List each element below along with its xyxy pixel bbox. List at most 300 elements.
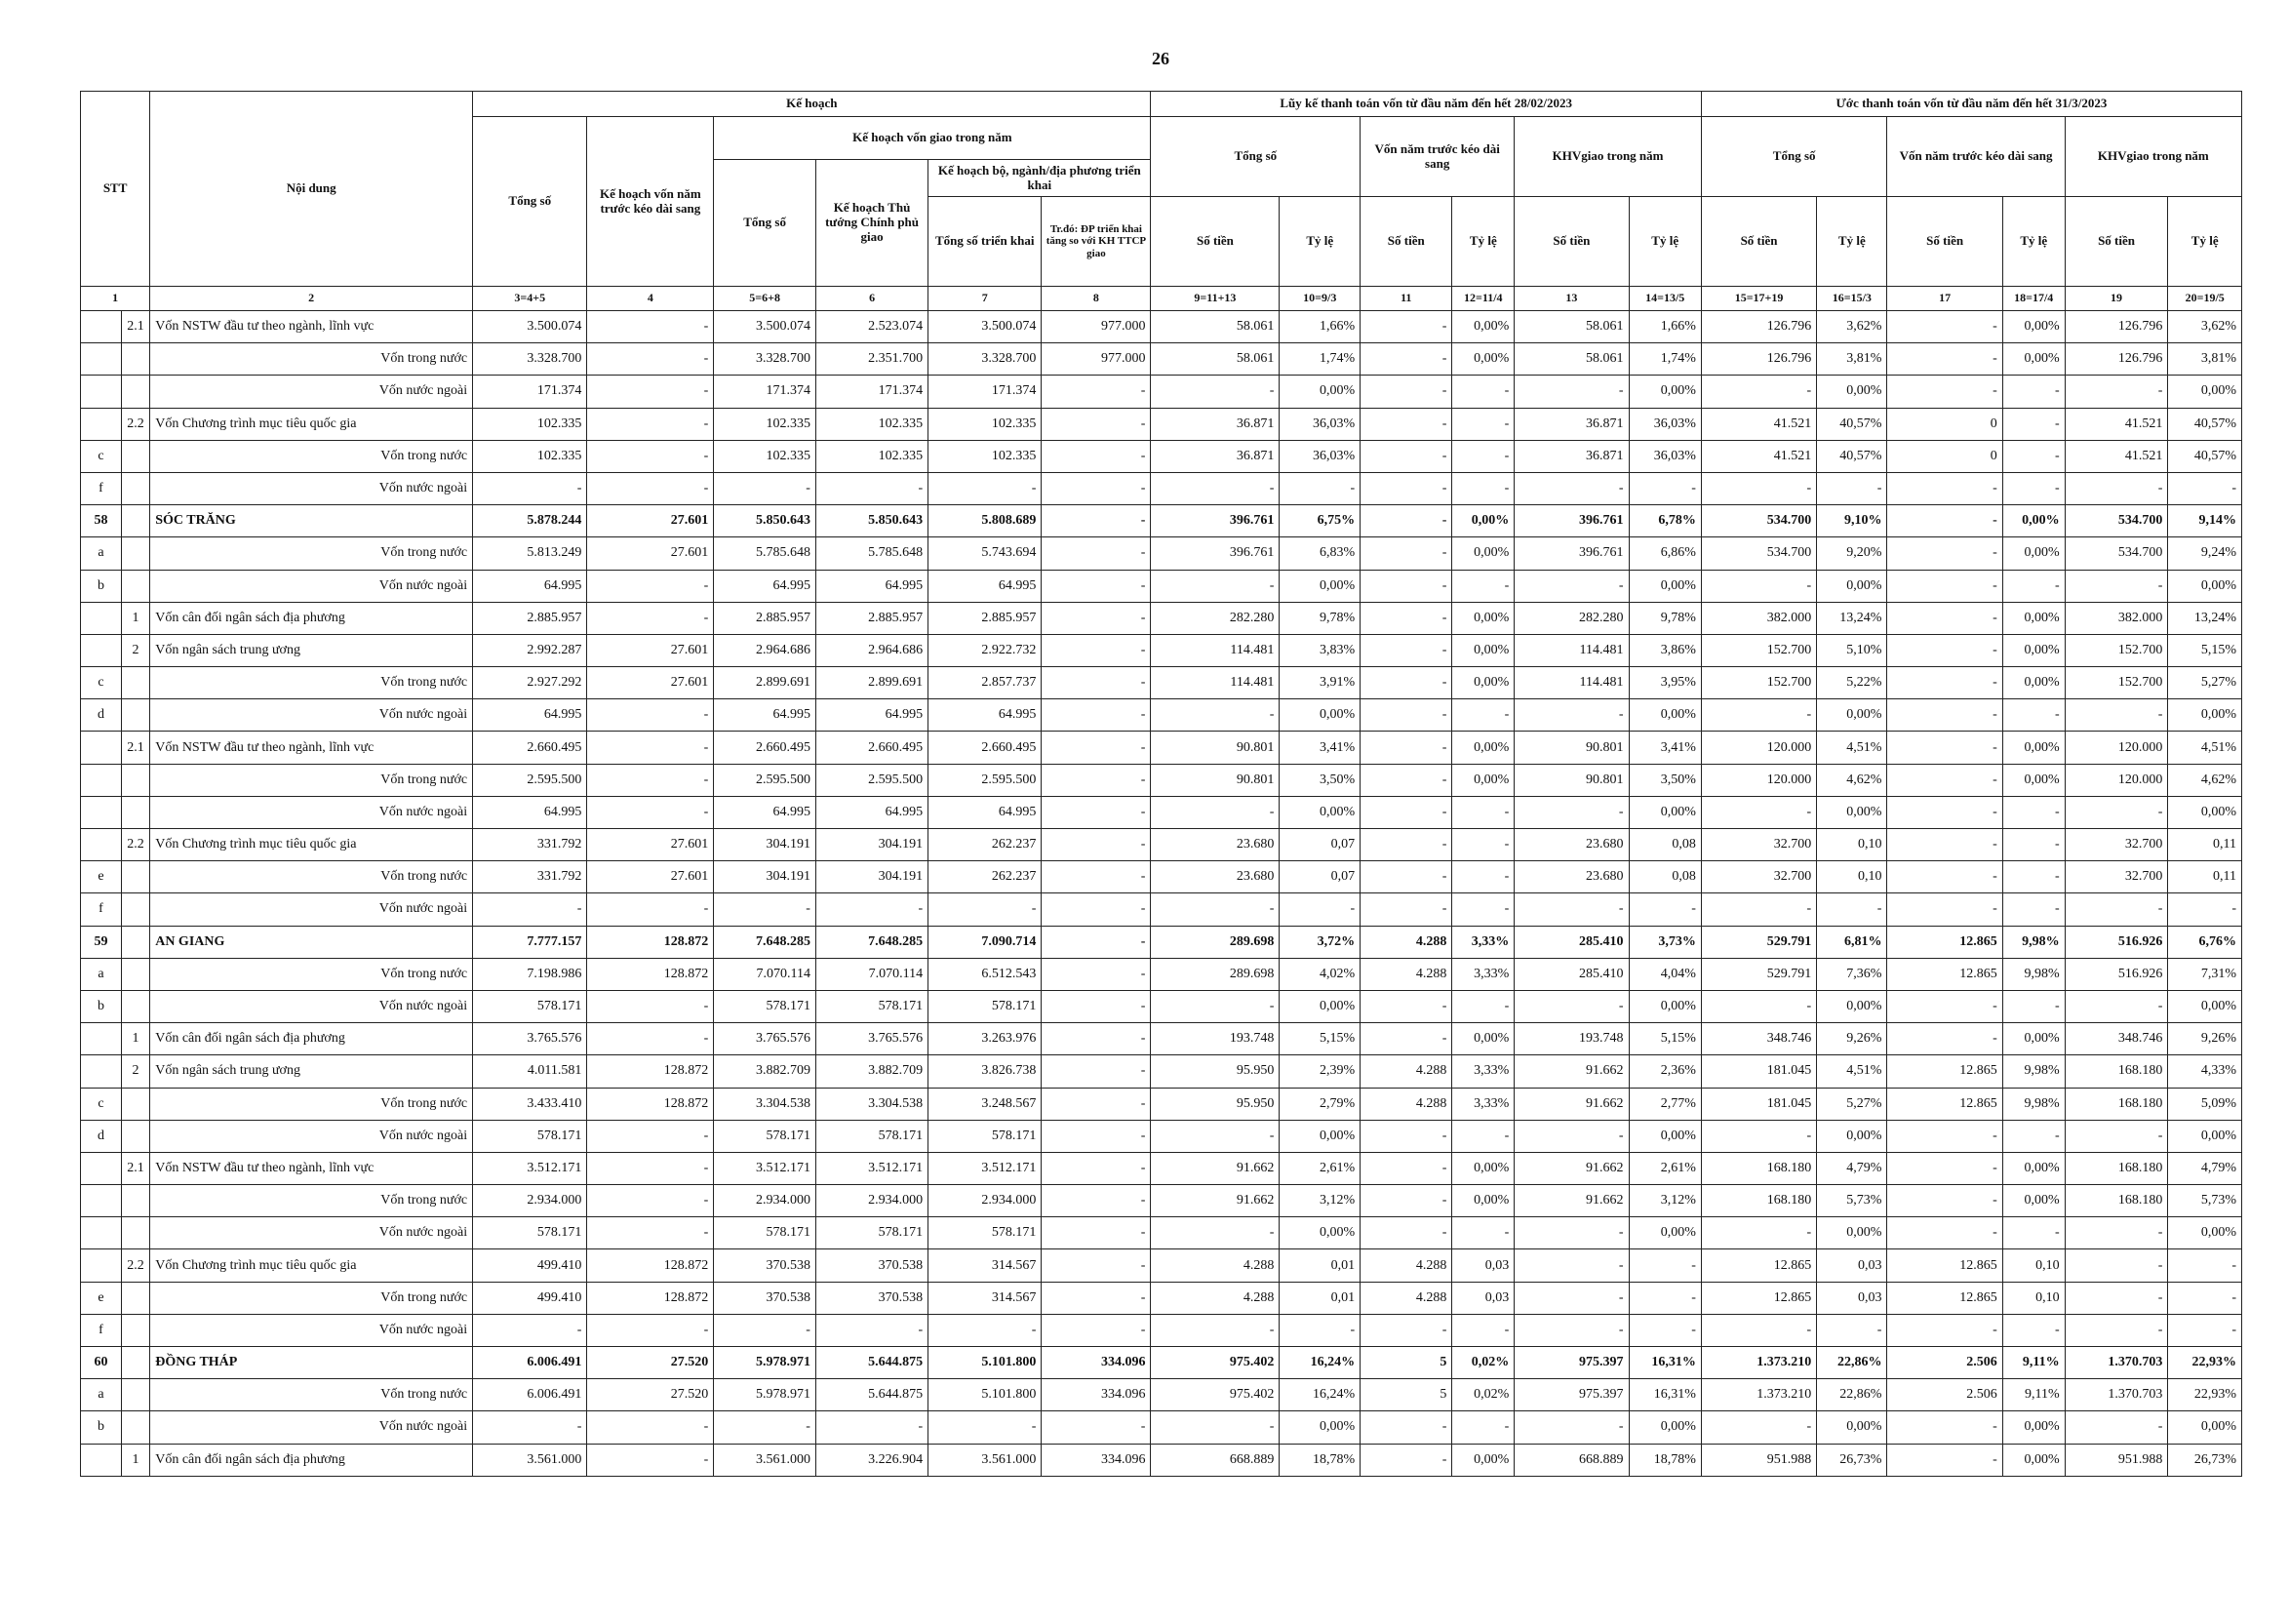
value-cell: 64.995 (473, 570, 587, 602)
value-cell: 5.785.648 (815, 537, 927, 570)
value-cell: 0,00% (1452, 1152, 1515, 1184)
value-cell: - (587, 764, 714, 796)
value-cell: 0,00% (2002, 537, 2065, 570)
value-cell: - (1280, 1314, 1361, 1346)
value-cell: 36,03% (1629, 440, 1701, 472)
value-cell: - (1629, 472, 1701, 504)
header-tong-so-trien-khai: Tổng số triển khai (928, 197, 1042, 287)
value-cell: 64.995 (928, 796, 1042, 828)
value-cell: 2,36% (1629, 1055, 1701, 1088)
value-cell: 0,00% (1817, 1411, 1887, 1444)
value-cell: 36,03% (1280, 408, 1361, 440)
value-cell: 0,08 (1629, 829, 1701, 861)
header-tr-do: Tr.đó: ĐP triển khai tăng so với KH TTCP giao (1042, 197, 1151, 287)
value-cell: 0,00% (2002, 1444, 2065, 1476)
value-cell: - (1361, 1185, 1452, 1217)
table-row (81, 570, 2242, 602)
column-number-cell: 18=17/4 (2002, 287, 2065, 311)
value-cell: - (587, 699, 714, 732)
value-cell: - (1361, 667, 1452, 699)
value-cell: 102.335 (473, 408, 587, 440)
value-cell: 396.761 (1515, 505, 1629, 537)
sub-index-cell (121, 1411, 149, 1444)
sub-index-cell (121, 1088, 149, 1120)
header-kh-tong-so: Tổng số (473, 117, 587, 287)
value-cell: 64.995 (714, 699, 816, 732)
stt-cell: b (81, 570, 122, 602)
header-kh-ttcp: Kế hoạch Thủ tướng Chính phủ giao (815, 160, 927, 287)
header-so-tien: Số tiền (2065, 197, 2168, 287)
value-cell: 3.500.074 (714, 311, 816, 343)
sub-index-cell (121, 699, 149, 732)
value-cell: 975.402 (1151, 1347, 1280, 1379)
content-cell: Vốn NSTW đầu tư theo ngành, lĩnh vực (150, 311, 473, 343)
stt-cell (81, 343, 122, 376)
value-cell: 0,00% (1280, 570, 1361, 602)
value-cell: 3,12% (1629, 1185, 1701, 1217)
value-cell: - (1361, 505, 1452, 537)
value-cell: 16,31% (1629, 1347, 1701, 1379)
value-cell: - (2065, 1411, 2168, 1444)
value-cell: 499.410 (473, 1249, 587, 1282)
value-cell: 22,93% (2168, 1347, 2242, 1379)
value-cell: - (1042, 1055, 1151, 1088)
value-cell: - (1361, 829, 1452, 861)
value-cell: 0,02% (1452, 1347, 1515, 1379)
header-kh-bo-nganh: Kế hoạch bộ, ngành/địa phương triển khai (928, 160, 1151, 197)
value-cell: 2.885.957 (714, 602, 816, 634)
value-cell: - (1361, 440, 1452, 472)
value-cell: 12.865 (1887, 1249, 2002, 1282)
value-cell: - (1887, 861, 2002, 893)
value-cell: 0,00% (1452, 602, 1515, 634)
value-cell: - (1452, 1411, 1515, 1444)
value-cell: - (1887, 537, 2002, 570)
sub-index-cell (121, 667, 149, 699)
table-row (81, 1282, 2242, 1314)
value-cell: 0,03 (1817, 1249, 1887, 1282)
value-cell: 0,00% (1817, 1217, 1887, 1249)
value-cell: - (2002, 699, 2065, 732)
table-row (81, 796, 2242, 828)
value-cell: 102.335 (928, 408, 1042, 440)
value-cell: 0,10 (1817, 829, 1887, 861)
value-cell: - (1042, 472, 1151, 504)
value-cell: 0,00% (2002, 634, 2065, 666)
value-cell: - (1151, 699, 1280, 732)
value-cell: 4,79% (2168, 1152, 2242, 1184)
value-cell: 0,00% (1817, 376, 1887, 408)
value-cell: - (473, 893, 587, 926)
value-cell: 334.096 (1042, 1444, 1151, 1476)
value-cell: 4.288 (1361, 1055, 1452, 1088)
content-cell: Vốn trong nước (150, 1185, 473, 1217)
sub-index-cell (121, 861, 149, 893)
column-number-cell: 14=13/5 (1629, 287, 1701, 311)
value-cell: 0,00% (1280, 990, 1361, 1022)
value-cell: 13,24% (2168, 602, 2242, 634)
value-cell: 0,00% (2168, 1217, 2242, 1249)
value-cell: - (2002, 1314, 2065, 1346)
value-cell: - (1361, 1444, 1452, 1476)
value-cell: 578.171 (815, 990, 927, 1022)
value-cell: - (587, 990, 714, 1022)
value-cell: - (1515, 893, 1629, 926)
value-cell: 4,04% (1629, 958, 1701, 990)
stt-cell: a (81, 537, 122, 570)
header-ty-le: Tỷ lệ (1817, 197, 1887, 287)
value-cell: 499.410 (473, 1282, 587, 1314)
table-row (81, 472, 2242, 504)
value-cell: 5.743.694 (928, 537, 1042, 570)
content-cell: Vốn trong nước (150, 958, 473, 990)
value-cell: 0,02% (1452, 1379, 1515, 1411)
value-cell: 2.595.500 (928, 764, 1042, 796)
value-cell: 114.481 (1151, 667, 1280, 699)
value-cell: 382.000 (1701, 602, 1816, 634)
value-cell: - (1629, 1249, 1701, 1282)
value-cell: - (1701, 796, 1816, 828)
value-cell: 578.171 (714, 990, 816, 1022)
value-cell: 102.335 (473, 440, 587, 472)
value-cell: - (1701, 1120, 1816, 1152)
value-cell: - (1042, 505, 1151, 537)
value-cell: 0,00% (2002, 343, 2065, 376)
value-cell: - (1887, 764, 2002, 796)
value-cell: 0,00% (1452, 1444, 1515, 1476)
value-cell: - (1361, 1217, 1452, 1249)
value-cell: 0,00% (1629, 796, 1701, 828)
value-cell: 126.796 (1701, 343, 1816, 376)
value-cell: 4.288 (1361, 1249, 1452, 1282)
value-cell: - (1361, 376, 1452, 408)
column-number-cell: 15=17+19 (1701, 287, 1816, 311)
value-cell: 9,20% (1817, 537, 1887, 570)
value-cell: - (1452, 861, 1515, 893)
value-cell: 0,00% (1629, 570, 1701, 602)
value-cell: 370.538 (714, 1282, 816, 1314)
value-cell: 90.801 (1151, 764, 1280, 796)
value-cell: 5.978.971 (714, 1379, 816, 1411)
value-cell: 9,26% (1817, 1023, 1887, 1055)
sub-index-cell: 2.1 (121, 1152, 149, 1184)
value-cell: 64.995 (714, 796, 816, 828)
value-cell: - (587, 311, 714, 343)
value-cell: 168.180 (2065, 1088, 2168, 1120)
value-cell: 2.351.700 (815, 343, 927, 376)
header-so-tien: Số tiền (1361, 197, 1452, 287)
value-cell: 4.288 (1151, 1282, 1280, 1314)
value-cell: 285.410 (1515, 958, 1629, 990)
stt-cell (81, 634, 122, 666)
table-row (81, 1379, 2242, 1411)
content-cell: Vốn nước ngoài (150, 1217, 473, 1249)
value-cell: 27.601 (587, 861, 714, 893)
header-kh-von-nam-truoc: Kế hoạch vốn năm trước kéo dài sang (587, 117, 714, 287)
value-cell: 370.538 (815, 1249, 927, 1282)
content-cell: Vốn nước ngoài (150, 893, 473, 926)
value-cell: - (1629, 893, 1701, 926)
value-cell: - (1452, 1314, 1515, 1346)
table-row (81, 1314, 2242, 1346)
value-cell: 382.000 (2065, 602, 2168, 634)
value-cell: 9,11% (2002, 1379, 2065, 1411)
value-cell: 0 (1887, 408, 2002, 440)
value-cell: 18,78% (1280, 1444, 1361, 1476)
value-cell: - (1515, 472, 1629, 504)
value-cell: 0,08 (1629, 861, 1701, 893)
value-cell: 27.520 (587, 1347, 714, 1379)
value-cell: 1.370.703 (2065, 1347, 2168, 1379)
value-cell: - (1701, 376, 1816, 408)
value-cell: 0,00% (1452, 1023, 1515, 1055)
value-cell: 3.304.538 (815, 1088, 927, 1120)
value-cell: - (1151, 893, 1280, 926)
value-cell: - (1361, 796, 1452, 828)
value-cell: - (587, 343, 714, 376)
value-cell: 2,79% (1280, 1088, 1361, 1120)
value-cell: 2.934.000 (714, 1185, 816, 1217)
value-cell: - (2168, 1282, 2242, 1314)
value-cell: 58.061 (1151, 311, 1280, 343)
value-cell: 152.700 (2065, 667, 2168, 699)
column-number-cell: 8 (1042, 287, 1151, 311)
value-cell: 3,83% (1280, 634, 1361, 666)
value-cell: - (1042, 667, 1151, 699)
stt-cell: b (81, 1411, 122, 1444)
value-cell: - (1887, 343, 2002, 376)
table-body (81, 311, 2242, 1477)
value-cell: 27.520 (587, 1379, 714, 1411)
value-cell: 2.934.000 (815, 1185, 927, 1217)
value-cell: 0,00% (1452, 1185, 1515, 1217)
value-cell: 102.335 (928, 440, 1042, 472)
value-cell: - (1887, 699, 2002, 732)
value-cell: 1.373.210 (1701, 1379, 1816, 1411)
value-cell: 2.922.732 (928, 634, 1042, 666)
value-cell: 4,51% (1817, 1055, 1887, 1088)
value-cell: 0,00% (1452, 764, 1515, 796)
sub-index-cell: 2.2 (121, 1249, 149, 1282)
value-cell: - (1452, 570, 1515, 602)
value-cell: - (1042, 1185, 1151, 1217)
value-cell: - (2002, 796, 2065, 828)
sub-index-cell: 1 (121, 602, 149, 634)
content-cell: Vốn trong nước (150, 343, 473, 376)
value-cell: - (1151, 990, 1280, 1022)
value-cell: 36.871 (1515, 440, 1629, 472)
value-cell: - (1701, 893, 1816, 926)
value-cell: - (473, 1411, 587, 1444)
value-cell: 0,00% (2168, 1120, 2242, 1152)
value-cell: - (1151, 1120, 1280, 1152)
value-cell: - (1042, 634, 1151, 666)
value-cell: 64.995 (815, 699, 927, 732)
value-cell: - (1701, 472, 1816, 504)
sub-index-cell: 1 (121, 1444, 149, 1476)
content-cell: Vốn cân đối ngân sách địa phương (150, 1444, 473, 1476)
value-cell: 32.700 (2065, 829, 2168, 861)
value-cell: 304.191 (815, 861, 927, 893)
value-cell: - (1515, 1282, 1629, 1314)
value-cell: 5.101.800 (928, 1347, 1042, 1379)
stt-cell (81, 796, 122, 828)
value-cell: 578.171 (473, 1217, 587, 1249)
value-cell: - (1042, 1249, 1151, 1282)
value-cell: 5.813.249 (473, 537, 587, 570)
value-cell: - (587, 440, 714, 472)
value-cell: 0,00% (2002, 667, 2065, 699)
value-cell: - (1042, 699, 1151, 732)
value-cell: 1,66% (1629, 311, 1701, 343)
value-cell: - (1042, 408, 1151, 440)
value-cell: 331.792 (473, 829, 587, 861)
value-cell: 0,00% (1280, 1217, 1361, 1249)
stt-cell (81, 1185, 122, 1217)
value-cell: 6.006.491 (473, 1347, 587, 1379)
value-cell: 120.000 (2065, 732, 2168, 764)
value-cell: 396.761 (1515, 537, 1629, 570)
value-cell: 128.872 (587, 926, 714, 958)
table-row (81, 408, 2242, 440)
stt-cell (81, 1217, 122, 1249)
value-cell: 3.512.171 (928, 1152, 1042, 1184)
value-cell: 16,24% (1280, 1347, 1361, 1379)
header-stt: STT (81, 92, 150, 287)
column-number-cell: 1 (81, 287, 150, 311)
value-cell: - (587, 732, 714, 764)
value-cell: 26,73% (2168, 1444, 2242, 1476)
value-cell: 58.061 (1515, 311, 1629, 343)
value-cell: 9,24% (2168, 537, 2242, 570)
sub-index-cell: 1 (121, 1023, 149, 1055)
value-cell: - (1887, 1411, 2002, 1444)
stt-cell (81, 732, 122, 764)
header-lk-khv-giao: KHVgiao trong năm (1515, 117, 1702, 197)
value-cell: 171.374 (714, 376, 816, 408)
value-cell: 2.523.074 (815, 311, 927, 343)
value-cell: - (2168, 472, 2242, 504)
value-cell: 90.801 (1515, 764, 1629, 796)
sub-index-cell (121, 893, 149, 926)
value-cell: - (1887, 311, 2002, 343)
value-cell: 36,03% (1280, 440, 1361, 472)
value-cell: 27.601 (587, 829, 714, 861)
value-cell: - (1361, 861, 1452, 893)
value-cell: 2.934.000 (928, 1185, 1042, 1217)
value-cell: 0,00% (1280, 796, 1361, 828)
value-cell: - (928, 893, 1042, 926)
value-cell: 128.872 (587, 1282, 714, 1314)
value-cell: - (1361, 764, 1452, 796)
stt-cell: f (81, 1314, 122, 1346)
value-cell: - (587, 1444, 714, 1476)
value-cell: 0,00% (1629, 1120, 1701, 1152)
value-cell: 0,00% (1452, 505, 1515, 537)
value-cell: 41.521 (1701, 440, 1816, 472)
value-cell: 5,22% (1817, 667, 1887, 699)
stt-cell: a (81, 1379, 122, 1411)
value-cell: 152.700 (1701, 634, 1816, 666)
value-cell: 41.521 (1701, 408, 1816, 440)
stt-cell: d (81, 699, 122, 732)
value-cell: - (1887, 990, 2002, 1022)
value-cell: - (1042, 1023, 1151, 1055)
value-cell: 102.335 (714, 408, 816, 440)
table-row (81, 1152, 2242, 1184)
content-cell: Vốn nước ngoài (150, 1314, 473, 1346)
value-cell: - (928, 472, 1042, 504)
table-row (81, 1249, 2242, 1282)
value-cell: 314.567 (928, 1249, 1042, 1282)
value-cell: - (2065, 376, 2168, 408)
value-cell: 168.180 (2065, 1055, 2168, 1088)
value-cell: 128.872 (587, 1088, 714, 1120)
content-cell: Vốn trong nước (150, 764, 473, 796)
value-cell: 0,00% (2168, 796, 2242, 828)
header-so-tien: Số tiền (1701, 197, 1816, 287)
value-cell: 0,00% (2002, 764, 2065, 796)
value-cell: - (1701, 1314, 1816, 1346)
value-cell: 168.180 (1701, 1185, 1816, 1217)
value-cell: - (587, 472, 714, 504)
value-cell: 168.180 (2065, 1185, 2168, 1217)
header-lk-tong-so: Tổng số (1151, 117, 1361, 197)
value-cell: - (1887, 602, 2002, 634)
value-cell: - (587, 1185, 714, 1217)
value-cell: 22,93% (2168, 1379, 2242, 1411)
value-cell: 289.698 (1151, 958, 1280, 990)
value-cell: - (1452, 440, 1515, 472)
value-cell: 3,95% (1629, 667, 1701, 699)
value-cell: 6,81% (1817, 926, 1887, 958)
value-cell: - (1361, 408, 1452, 440)
value-cell: - (1042, 958, 1151, 990)
value-cell: 4,02% (1280, 958, 1361, 990)
value-cell: 0,00% (2002, 1152, 2065, 1184)
value-cell: 3,86% (1629, 634, 1701, 666)
value-cell: - (714, 1411, 816, 1444)
value-cell: 22,86% (1817, 1379, 1887, 1411)
value-cell: - (1151, 1314, 1280, 1346)
column-number-cell: 20=19/5 (2168, 287, 2242, 311)
value-cell: 36,03% (1629, 408, 1701, 440)
value-cell: 9,11% (2002, 1347, 2065, 1379)
value-cell: - (1042, 1088, 1151, 1120)
value-cell: 114.481 (1151, 634, 1280, 666)
value-cell: - (1151, 1217, 1280, 1249)
value-cell: - (1361, 699, 1452, 732)
value-cell: 3.500.074 (928, 311, 1042, 343)
column-number-cell: 2 (150, 287, 473, 311)
value-cell: 578.171 (928, 1217, 1042, 1249)
value-cell: 578.171 (928, 1120, 1042, 1152)
value-cell: 5,27% (1817, 1088, 1887, 1120)
content-cell: Vốn Chương trình mục tiêu quốc gia (150, 829, 473, 861)
content-cell: Vốn NSTW đầu tư theo ngành, lĩnh vực (150, 1152, 473, 1184)
value-cell: - (2168, 1314, 2242, 1346)
sub-index-cell (121, 1120, 149, 1152)
value-cell: 534.700 (2065, 537, 2168, 570)
column-number-cell: 9=11+13 (1151, 287, 1280, 311)
value-cell: 262.237 (928, 829, 1042, 861)
content-cell: Vốn ngân sách trung ương (150, 1055, 473, 1088)
value-cell: 2.899.691 (714, 667, 816, 699)
table-row (81, 829, 2242, 861)
value-cell: 5.808.689 (928, 505, 1042, 537)
value-cell: 4.288 (1361, 926, 1452, 958)
value-cell: 2.899.691 (815, 667, 927, 699)
